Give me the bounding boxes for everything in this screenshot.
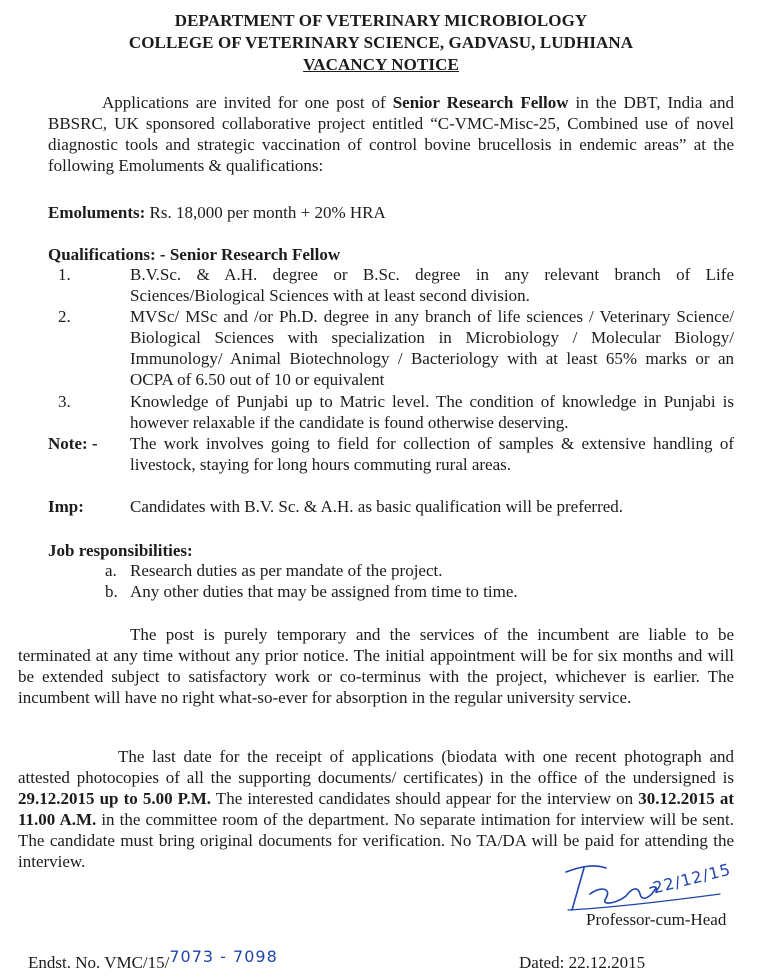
dated-line: Dated: 22.12.2015 <box>519 953 646 972</box>
list-item-letter: b. <box>105 582 118 601</box>
deadline-date: 29.12.2015 up to 5.00 P.M. <box>18 789 212 808</box>
emoluments-line <box>48 202 734 223</box>
qualifications-heading: Qualifications: - Senior Research Fellow <box>48 245 341 264</box>
department-title: DEPARTMENT OF VETERINARY MICROBIOLOGY <box>174 11 588 30</box>
qualification-text: B.V.Sc. & A.H. degree or B.Sc. degree in any relevant branch of Life Sciences/Biological Sciences with at least second division. <box>130 265 734 305</box>
job-heading: Job responsibilities: <box>48 541 193 560</box>
item-number: 3. <box>58 392 71 411</box>
terms-paragraph: The post is purely temporary and the services of the incumbent are liable to be terminated at any time without any prior notice. The initial appointment will be for six months and will be extended subject to satisfactory work or co-terminus with the project, whichever is earlier. The incumbent will have no right what-so-ever for absorption in the regular university service. <box>18 625 734 707</box>
interview-date: 30.12.2015 at 11.00 A.M. <box>18 789 734 829</box>
notice-title: VACANCY NOTICE <box>303 55 459 74</box>
endorsement-handwritten: 7073 - 7098 <box>169 947 278 966</box>
endorsement-number: Endst. No. VMC/15/7073 - 7098 <box>28 947 278 972</box>
lastdate-paragraph: The last date for the receipt of applications (biodata with one recent photograph and attested photocopies of all the supporting documents/ certificates) in the office of the undersigned is 29.12.2015 up to 5.00 P.M. The interested candidates should appear for the interview on 30.12.2015 at 11.00 A.M. in the committee room of the department. No separate intimation for interview will be sent. The candidate must bring original documents for verification. No TA/DA will be paid for attending the interview. <box>18 747 734 871</box>
emoluments-value: Rs. 18,000 per month + 20% HRA <box>145 203 386 222</box>
college-title: COLLEGE OF VETERINARY SCIENCE, GADVASU, LUDHIANA <box>128 33 634 52</box>
intro-paragraph: Applications are invited for one post of Senior Research Fellow in the DBT, India and BBSRC, UK sponsored collaborative project entitled “C-VMC-Misc-25, Combined use of novel diagnostic tools and strategic vaccination of control bovine brucellosis in endemic areas” at the following Emoluments & qualifications: <box>48 93 734 175</box>
signature-date: 22/12/15 <box>650 859 733 898</box>
job-item: Any other duties that may be assigned from time to time. <box>130 582 518 601</box>
signatory-title: Professor-cum-Head <box>586 910 727 929</box>
imp-text: Candidates with B.V. Sc. & A.H. as basic qualification will be preferred. <box>130 497 624 516</box>
item-number: 1. <box>58 265 71 284</box>
note-text: The work involves going to field for collection of samples & extensive handling of livestock, staying for long hours commuting rural areas. <box>130 434 734 474</box>
qualification-text: Knowledge of Punjabi up to Matric level. The condition of knowledge in Punjabi is however relaxable if the candidate is found otherwise deserving. <box>130 392 734 432</box>
note-label: Note: - <box>48 434 98 453</box>
qualification-text: MVSc/ MSc and /or Ph.D. degree in any branch of life sciences / Veterinary Science/ Biological Sciences with specialization in Microbiology / Molecular Biology/ Immunology/ Animal Biotechnology / Bacteriology with at least 65% marks or an OCPA of 6.50 out of 10 or equivalent <box>130 307 734 389</box>
list-item-letter: a. <box>105 561 117 580</box>
emoluments-label: Emoluments: <box>48 203 146 222</box>
imp-label: Imp: <box>48 497 84 516</box>
post-name: Senior Research Fellow <box>392 93 569 112</box>
job-item: Research duties as per mandate of the project. <box>130 561 443 580</box>
item-number: 2. <box>58 307 71 326</box>
